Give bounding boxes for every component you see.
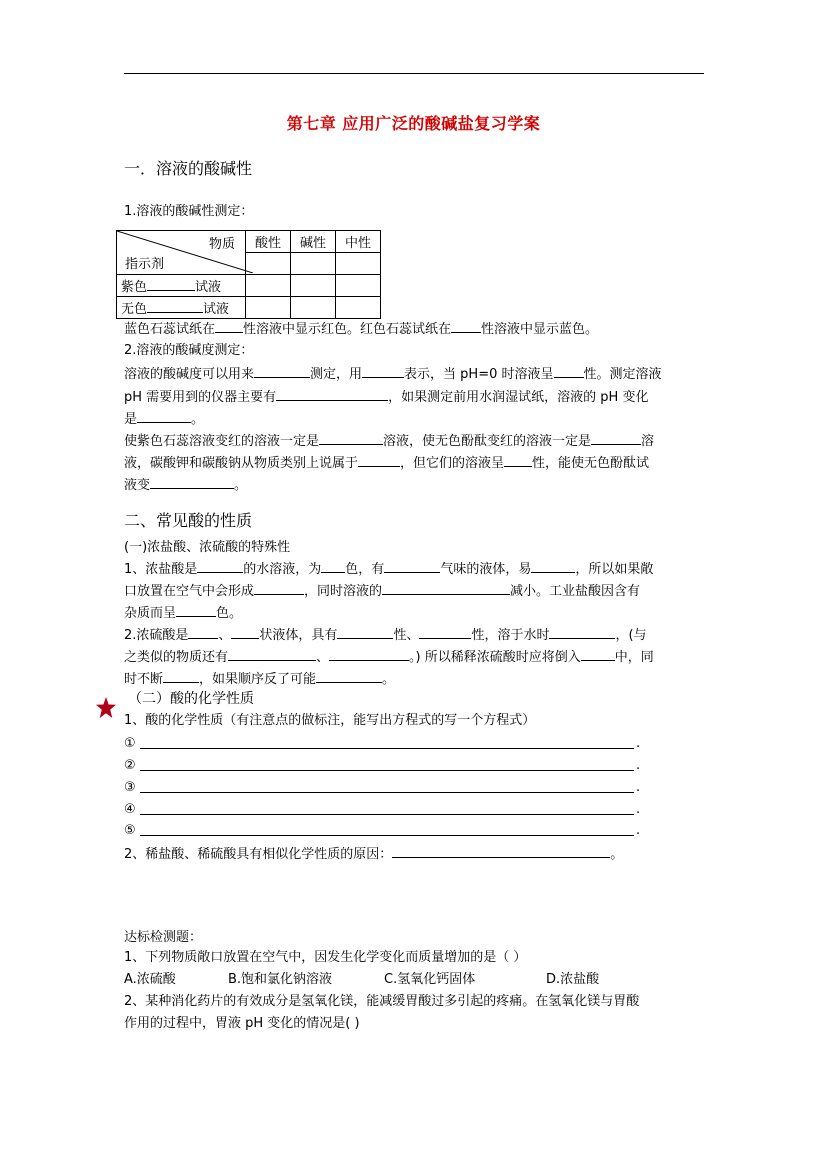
header-acid: 酸性 xyxy=(246,231,291,253)
answer-item-4-label: ④ xyxy=(124,802,136,817)
answer-item-2-label: ② xyxy=(124,758,136,773)
test-q1: 1、下列物质敞口放置在空气中，因发生化学变化而质量增加的是（ ） xyxy=(124,950,527,965)
table-cell xyxy=(336,253,381,275)
answer-item-1-label: ① xyxy=(124,736,136,751)
test-q1-option-c: C.氢氧化钙固体 xyxy=(384,972,476,987)
answer-dot: . xyxy=(636,802,641,817)
q2-label: 2.溶液的酸碱度测定： xyxy=(124,343,254,358)
page-title: 第七章 应用广泛的酸碱盐复习学案 xyxy=(286,114,541,133)
test-q2-line2: 作用的过程中，胃液 pH 变化的情况是( ) xyxy=(124,1016,360,1031)
s2-line: 口放置在空气中会形成 ，同时溶液的 减小。工业盐酸因含有 xyxy=(124,580,640,602)
subsection2-heading: （二）酸的化学性质 xyxy=(128,691,254,707)
answer-item-5-label: ⑤ xyxy=(124,823,136,838)
answer-line-2[interactable] xyxy=(140,770,634,771)
s1-line: 是 。 xyxy=(124,408,204,430)
header-rule xyxy=(124,73,704,74)
section2-heading: 二、常见酸的性质 xyxy=(124,511,253,530)
table-cell xyxy=(336,275,381,297)
test-q1-option-d: D.浓盐酸 xyxy=(546,972,600,987)
s1-line: 液，碳酸钾和碳酸钠从物质类别上说属于 ，但它们的溶液呈 性，能使无色酚酞试 xyxy=(124,452,649,474)
answer-dot: . xyxy=(636,780,641,795)
s2-line: 1、浓盐酸是 的水溶液，为 色，有 气味的液体，易 ，所以如果敞 xyxy=(124,558,653,580)
test-heading: 达标检测题： xyxy=(124,930,203,945)
row-colorless-label: 无色 试液 xyxy=(117,297,246,319)
table-cell xyxy=(336,297,381,319)
table-cell xyxy=(246,275,291,297)
s2-line: 时不断 ，如果顺序反了可能 。 xyxy=(124,668,395,690)
answer-dot: . xyxy=(636,758,641,773)
table-row xyxy=(117,297,381,319)
litmus-line: 蓝色石蕊试纸在 性溶液中显示红色。红色石蕊试纸在 性溶液中显示蓝色。 xyxy=(124,318,598,340)
table-row xyxy=(117,275,381,297)
s1-line: 液变 。 xyxy=(124,474,247,496)
test-q2-line1: 2、某种消化药片的有效成分是氢氧化镁，能减缓胃酸过多引起的疼痛。在氢氧化镁与胃酸 xyxy=(124,994,640,1009)
star-icon xyxy=(96,697,116,719)
s1-line: 溶液的酸碱度可以用来 测定，用 表示，当 pH=0 时溶液呈 性。测定溶液 xyxy=(124,363,662,385)
answer-line-3[interactable] xyxy=(140,792,634,793)
section1-heading: 一．溶液的酸碱性 xyxy=(124,159,253,178)
test-q1-option-b: B.饱和氯化钠溶液 xyxy=(228,972,333,987)
indicator-table xyxy=(116,230,381,319)
s1-line: 使紫色石蕊溶液变红的溶液一定是 溶液，使无色酚酞变红的溶液一定是 溶 xyxy=(124,430,654,452)
header-base: 碱性 xyxy=(291,231,336,253)
header-neutral: 中性 xyxy=(336,231,381,253)
s2-line: 杂质而呈 色。 xyxy=(124,602,242,624)
table-corner-cell xyxy=(117,231,246,275)
table-cell xyxy=(291,253,336,275)
s2-line: 2.浓硫酸是 、 状液体，具有 性、 性，溶于水时 ，(与 xyxy=(124,624,647,646)
similar-properties-question: 2、稀盐酸、稀硫酸具有相似化学性质的原因： 。 xyxy=(124,843,623,865)
row-purple-label: 紫色 试液 xyxy=(117,275,246,297)
corner-top-label: 物质 xyxy=(208,237,235,252)
answer-dot: . xyxy=(636,736,641,751)
answer-line-4[interactable] xyxy=(140,814,634,815)
acid-properties-prompt: 1、酸的化学性质（有注意点的做标注，能写出方程式的写一个方程式） xyxy=(124,713,536,728)
corner-bottom-label: 指示剂 xyxy=(125,257,165,272)
answer-dot: . xyxy=(636,823,641,838)
subsection1-heading: (一)浓盐酸、浓硫酸的特殊性 xyxy=(124,540,291,555)
q1-label: 1.溶液的酸碱性测定： xyxy=(124,204,254,219)
s1-line: pH 需要用到的仪器主要有 ，如果测定前用水润湿试纸，溶液的 pH 变化 xyxy=(124,386,648,408)
answer-line-1[interactable] xyxy=(140,748,634,749)
table-cell xyxy=(291,275,336,297)
answer-item-3-label: ③ xyxy=(124,780,136,795)
test-q1-option-a: A.浓硫酸 xyxy=(124,972,176,987)
table-cell xyxy=(291,297,336,319)
table-cell xyxy=(246,297,291,319)
s2-line: 之类似的物质还有 、 。) 所以稀释浓硫酸时应将倒入 中，同 xyxy=(124,646,654,668)
answer-line-5[interactable] xyxy=(140,835,634,836)
